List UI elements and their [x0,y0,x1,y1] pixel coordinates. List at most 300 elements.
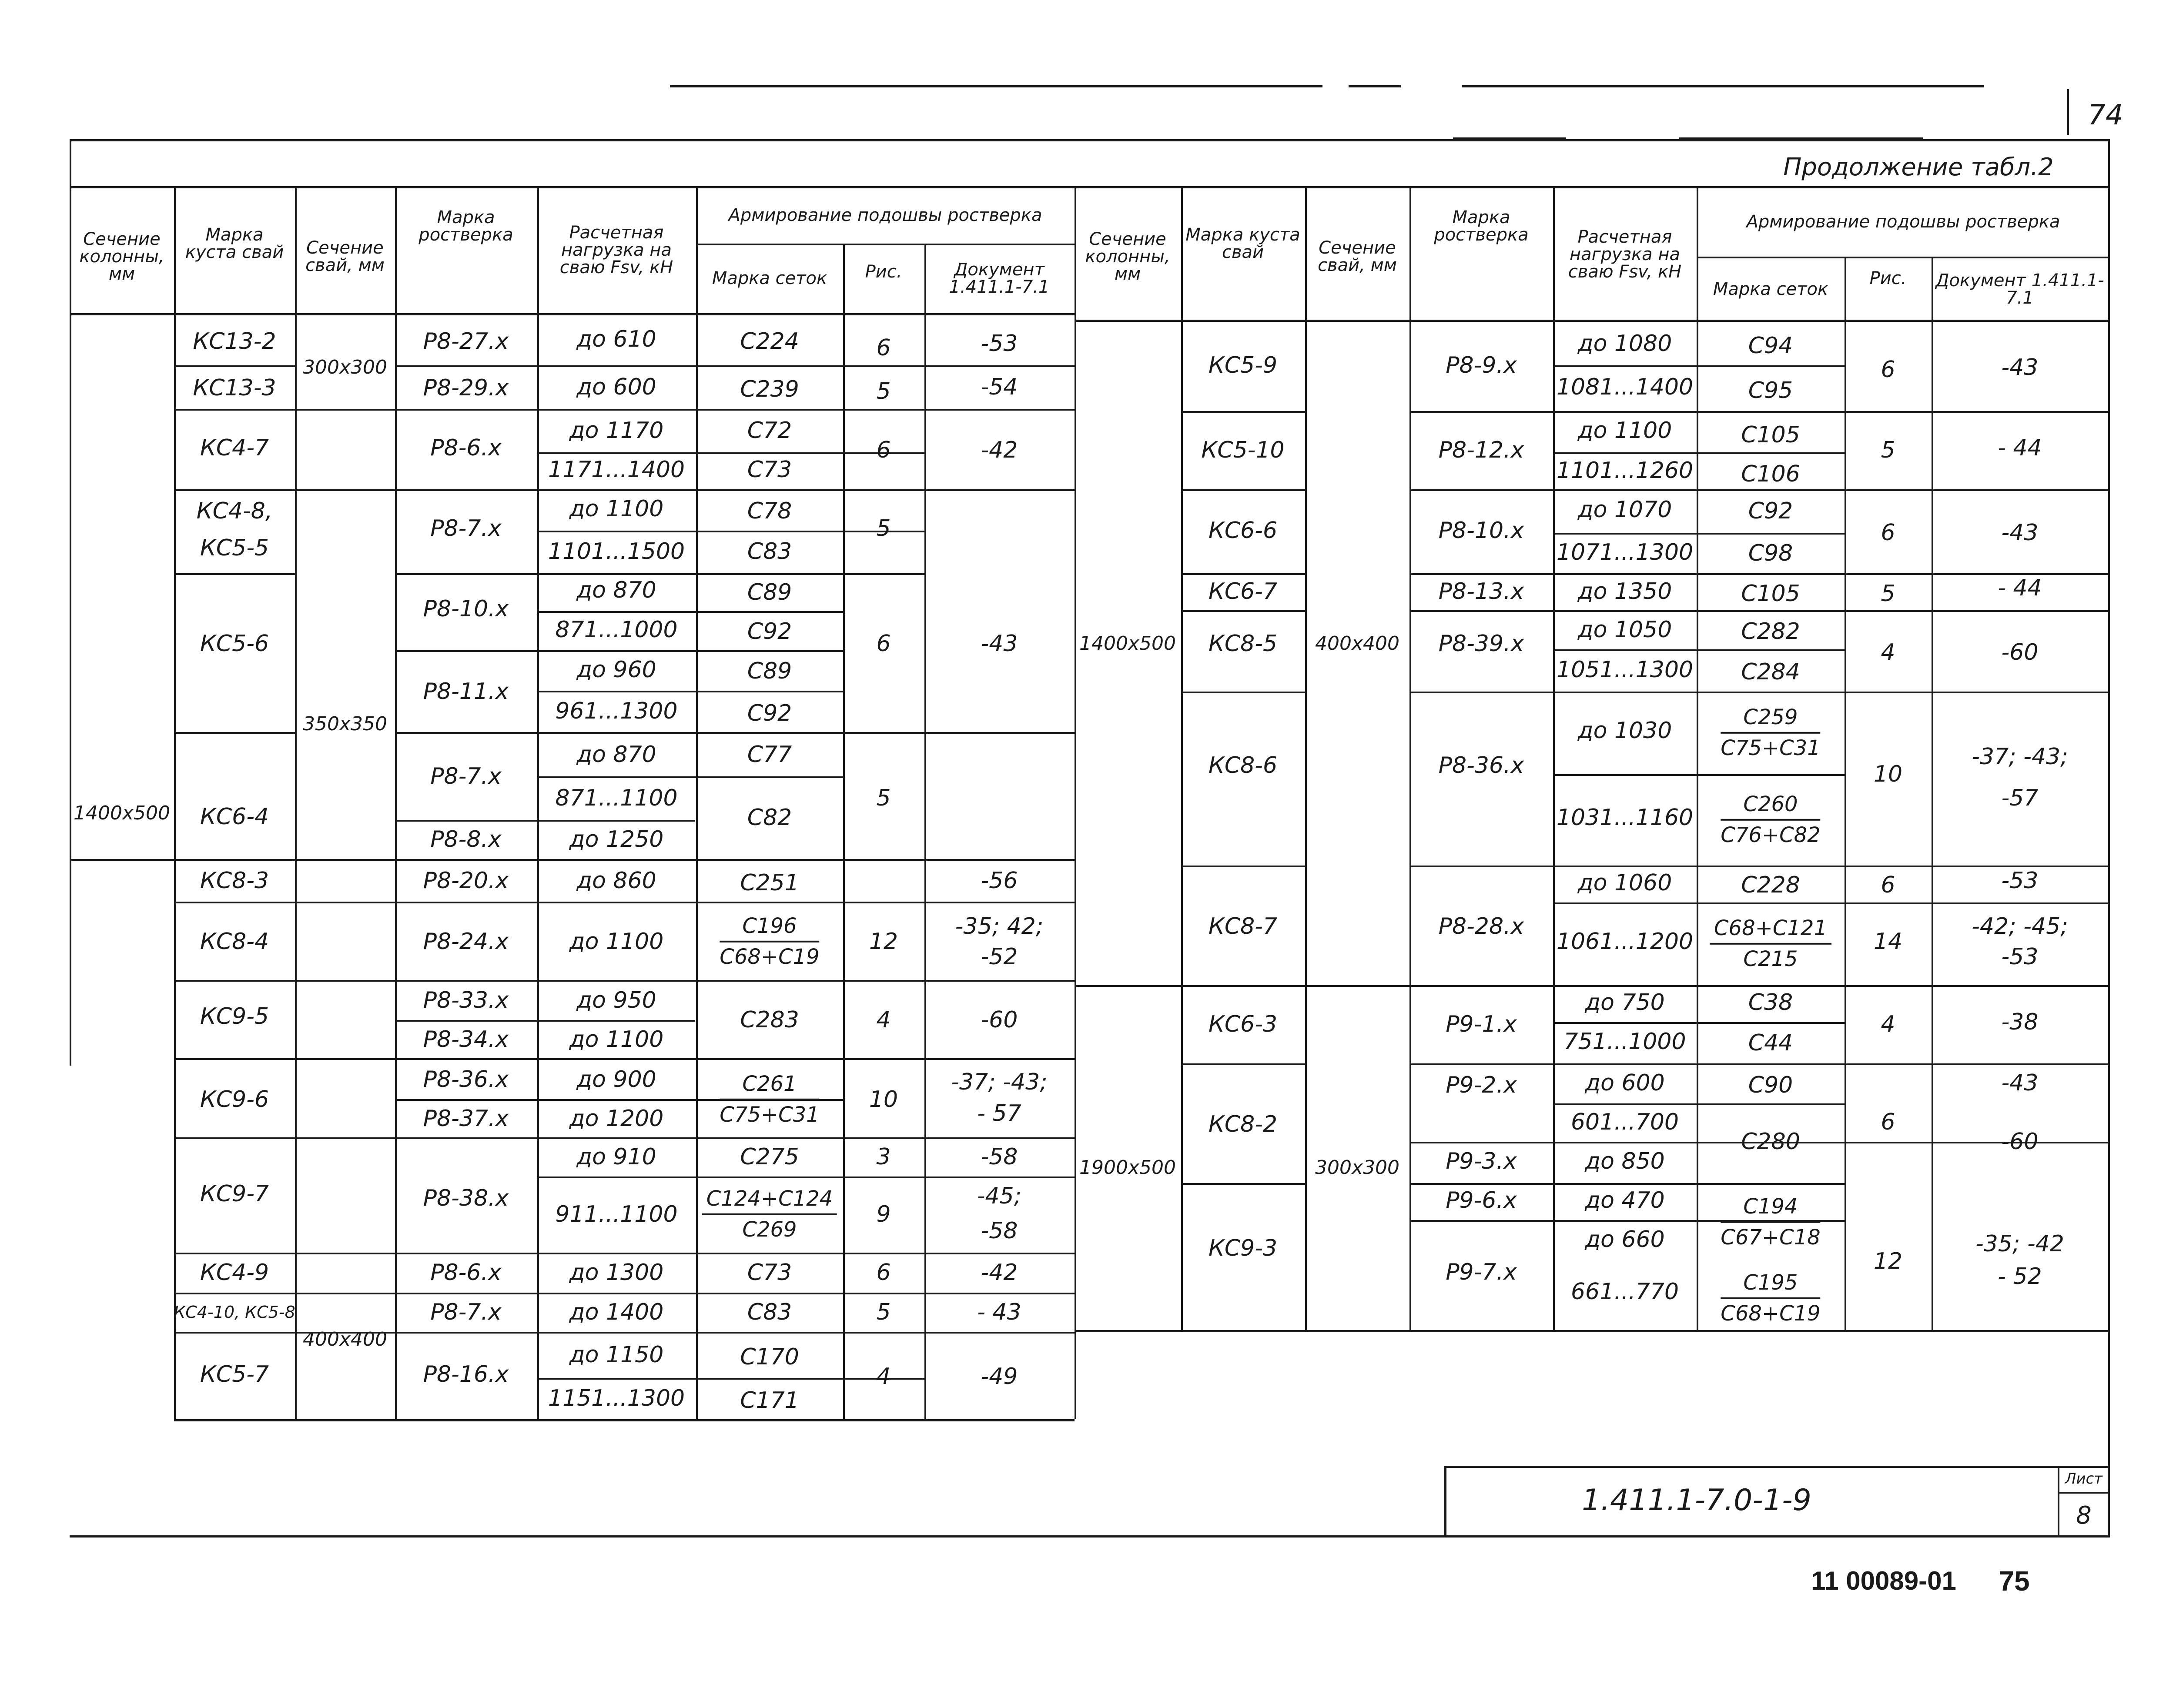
lt-bush: КС4-7 [200,435,269,461]
rt-load: до 850 [1585,1148,1665,1174]
rt-v2 [1305,186,1307,1330]
rt-r15b [1409,1063,2110,1065]
rt-doc: -57 [2001,785,2039,811]
rt-mesh: С44 [1748,1030,1793,1056]
rt-mesh-fraction: С259 С75+С31 [1721,705,1821,760]
lt-mesh: С89 [747,658,792,684]
lt-mesh-fraction: С196 С68+С19 [720,913,820,969]
lt-bush: КС9-6 [200,1086,269,1113]
lt-doc: -52 [981,944,1018,970]
rt-mesh: С284 [1741,659,1800,685]
frame-right [2108,139,2110,1535]
rt-load: до 1080 [1577,331,1672,357]
rt-doc: -38 [2001,1009,2039,1035]
lt-r20 [537,1177,1075,1178]
rt-colsec-sep [1075,985,1181,987]
rt-grillage: Р8-9.x [1446,352,1517,378]
rt-mesh: С94 [1748,333,1793,359]
lt-mesh: С239 [740,376,799,402]
rt-r16 [1553,1103,1845,1105]
rt-r13 [1075,985,2110,987]
lt-mesh-fraction: С261 С75+С31 [720,1071,820,1127]
lt-pile-sep2 [295,1253,395,1254]
rt-bush: КС8-2 [1208,1111,1278,1137]
lt-doc: - 57 [977,1100,1021,1126]
rt-load: 1101...1260 [1556,458,1694,484]
rt-h-head [1075,320,2110,322]
lt-grillage: Р8-27.x [423,328,509,354]
rt-bush: КС5-10 [1201,437,1285,463]
lt-load: до 1400 [569,1299,664,1325]
rt-r18b [1409,1183,1845,1185]
rt-bush: КС6-3 [1208,1011,1278,1037]
rt-r2b [1409,411,2110,413]
lt-fig: 6 [876,631,891,657]
rt-mesh: С105 [1741,422,1800,448]
lt-load: 1101...1500 [548,538,685,565]
rt-r4b [1409,489,2110,491]
rt-doc: -53 [2001,944,2039,970]
rt-r7 [1181,610,1305,612]
rt-mesh: С38 [1748,989,1793,1016]
rt-load: до 1060 [1577,870,1672,896]
lt-grillage: Р8-6.x [430,1260,502,1286]
rt-head-doc: Документ 1.411.1-7.1 [1935,271,2104,308]
lt-load: до 1170 [569,418,664,444]
rt-pile-section: 400x400 [1315,632,1400,655]
rt-r9b [1409,692,2110,693]
rt-fig: 4 [1881,639,1895,665]
lt-grillage: Р8-34.x [423,1026,509,1053]
rt-r4 [1181,489,1305,491]
rt-mesh-fraction: С68+С121 С215 [1710,916,1831,971]
rt-r9 [1181,692,1305,693]
sheet-number: 8 [2076,1501,2092,1530]
lt-bush: КС8-4 [200,929,269,955]
lt-head-reinf: Армирование подошвы ростверка [728,205,1042,225]
lt-grillage: Р8-36.x [423,1066,509,1093]
rt-doc: -43 [2001,1070,2039,1096]
lt-head-col-section: Сечение колонны, мм [79,229,164,284]
rt-grillage: Р8-10.x [1438,518,1524,544]
rt-mesh: С90 [1748,1072,1793,1098]
sheet-label: Лист [2065,1470,2103,1487]
rt-r1 [1553,365,1845,367]
lt-v3 [395,186,397,1419]
rt-doc: -43 [2001,354,2039,381]
lt-bush: КС9-7 [200,1181,269,1207]
rt-bush: КС8-5 [1208,631,1278,657]
lt-mesh: С77 [747,742,792,768]
rt-mesh: С98 [1748,540,1793,566]
lt-load: до 870 [576,577,656,603]
lt-r4 [174,489,1075,491]
lt-load: до 1200 [569,1106,664,1132]
lt-fig: 5 [876,785,891,811]
lt-r16 [395,1020,695,1022]
rt-grillage: Р9-6.x [1446,1187,1517,1213]
lt-doc: -37; -43; [951,1069,1048,1095]
lt-head-pile-section: Сечение свай, мм [305,238,385,275]
top-rule-3 [1462,85,1984,87]
lt-mesh: С89 [747,579,792,605]
lt-mesh: С224 [740,328,799,354]
rt-load: 1051...1300 [1556,657,1694,683]
lt-grillage: Р8-7.x [430,1299,502,1325]
rt-grillage: Р9-3.x [1446,1148,1517,1174]
lt-h-sub [696,244,1075,245]
rt-doc: -60 [2001,1129,2039,1155]
lt-grillage: Р8-11.x [423,679,509,705]
lt-doc: -53 [981,331,1018,357]
lt-doc: -54 [981,374,1018,400]
rt-load: до 1070 [1577,497,1672,523]
lt-bush: КС8-3 [200,868,269,894]
rt-r18 [1181,1183,1305,1185]
lt-r9 [537,691,843,692]
lt-mesh: С78 [747,498,792,524]
rt-fig: 6 [1881,357,1895,383]
lt-r24 [537,1378,924,1380]
lt-doc: -56 [981,868,1018,894]
lt-bush: КС9-5 [200,1003,269,1029]
lt-r13 [70,859,1075,861]
lt-doc: - 43 [977,1299,1021,1325]
lt-head-doc: Документ 1.411.1-7.1 [949,260,1050,297]
rt-doc: -60 [2001,639,2039,665]
rt-mesh-fraction: С194 С67+С18 [1721,1194,1821,1250]
lt-doc: -45; [977,1183,1022,1209]
lt-bottom [174,1419,1075,1421]
lt-r11 [537,776,843,778]
rt-load: до 750 [1585,989,1665,1016]
rt-head-fig: Рис. [1869,268,1907,288]
rt-load: 1061...1200 [1556,929,1694,955]
rt-h-sub [1697,257,2110,258]
lt-v5 [696,186,698,1419]
rt-mesh: С106 [1741,461,1800,487]
lt-load: 961...1300 [555,698,678,724]
lt-grillage: Р8-38.x [423,1185,509,1211]
rt-fig: 4 [1881,1011,1895,1037]
rt-fig: 6 [1881,520,1895,546]
lt-grillage: Р8-6.x [430,435,502,461]
rt-doc: -43 [2001,520,2039,546]
lt-fig: 10 [869,1086,898,1113]
lt-grillage: Р8-37.x [423,1106,509,1132]
rt-bush: КС5-9 [1208,352,1278,378]
lt-head-mesh: Марка сеток [712,268,827,288]
rt-mesh: С280 [1741,1129,1800,1155]
rt-r2 [1181,411,1305,413]
rt-v1 [1181,186,1183,1330]
rt-doc: - 52 [1998,1263,2042,1290]
rt-grillage: Р9-7.x [1446,1259,1517,1285]
rt-load: 601...700 [1570,1109,1679,1135]
lt-fig: 3 [876,1144,891,1170]
rt-fig: 14 [1873,929,1903,955]
lt-r1 [174,365,295,367]
lt-r12 [395,820,695,822]
rt-r12 [1553,902,2110,904]
lt-bush: КС4-10, КС5-8 [174,1303,295,1322]
lt-head-bush: Марка куста свай [185,225,284,262]
top-rule-2 [1349,85,1401,87]
rt-load: до 1350 [1577,578,1672,605]
lt-r19 [174,1137,1075,1139]
rt-grillage: Р9-2.x [1446,1072,1517,1098]
lt-mesh: С170 [740,1344,799,1370]
rt-doc: - 44 [1998,575,2042,601]
lt-grillage: Р8-10.x [423,596,509,622]
lt-head-load: Расчетная нагрузка на сваю Fsv, кН [559,223,673,277]
rt-fig: 12 [1873,1248,1903,1274]
rt-r14 [1553,1022,1845,1024]
lt-r10b [395,732,1075,734]
rt-doc: -53 [2001,868,2039,894]
lt-load: до 1100 [569,929,664,955]
lt-load: 1171...1400 [548,457,685,483]
lt-bush: КС13-3 [193,375,276,401]
lt-v6 [843,244,845,1419]
lt-r8 [395,650,843,652]
lt-grillage: Р8-8.x [430,826,502,852]
rt-v6 [1845,257,1846,1330]
lt-pile-sep1 [295,409,395,411]
rt-bush: КС6-7 [1208,578,1278,605]
rt-head-reinf: Армирование подошвы ростверка [1746,212,2060,232]
lt-v4 [537,186,539,1419]
lt-mesh: С283 [740,1007,799,1033]
lt-fig: 4 [876,1007,891,1033]
lt-load: 1151...1300 [548,1385,685,1411]
lt-load: до 960 [576,657,656,683]
lt-doc: -60 [981,1007,1018,1033]
rt-load: до 1050 [1577,617,1672,643]
lt-head-fig: Рис. [865,262,902,282]
top-rule-1 [670,85,1322,87]
lt-r3 [537,452,924,454]
lt-bush: КС6-4 [200,804,269,830]
lt-v2 [295,186,297,1419]
lt-mesh: С83 [747,1299,792,1325]
lt-load: до 1150 [569,1342,664,1368]
rt-pile-section: 300x300 [1315,1156,1400,1179]
rt-r5 [1553,533,1845,535]
rt-bottom [1075,1330,2110,1332]
lt-load: до 610 [576,326,656,352]
lt-bush: КС4-9 [200,1260,269,1286]
lt-r22 [174,1293,1075,1294]
rt-load: до 1030 [1577,718,1672,744]
rt-r15 [1181,1063,1305,1065]
lt-load: до 910 [576,1144,656,1170]
rt-bush: КС8-6 [1208,752,1278,779]
rt-head-bush: Марка куста свай [1185,225,1300,262]
rt-bush: КС6-6 [1208,518,1278,544]
rt-mesh: С282 [1741,618,1800,645]
rt-v3 [1409,186,1411,1330]
corner-mark [2067,89,2069,135]
lt-r15 [174,980,1075,982]
rt-bush: КС9-3 [1208,1235,1278,1261]
lt-load: 871...1000 [555,617,678,643]
rt-doc: -42; -45; [1972,913,2068,939]
rt-grillage: Р8-13.x [1438,578,1524,605]
rt-bush: КС8-7 [1208,913,1278,939]
page-number: 75 [1999,1565,2030,1597]
title-underline [70,186,2110,188]
lt-mesh: С275 [740,1144,799,1170]
lt-load: до 1100 [569,1026,664,1053]
rt-head-load: Расчетная нагрузка на сваю Fsv, кН [1568,227,1682,282]
rt-grillage: Р8-36.x [1438,752,1524,779]
lt-load: 911...1100 [555,1201,678,1227]
lt-r1b [395,365,1075,367]
rt-mesh: С95 [1748,378,1793,404]
lt-mesh: С82 [747,805,792,831]
lt-fig: 6 [876,437,891,463]
rt-load: до 1100 [1577,418,1672,444]
rt-load: до 470 [1585,1187,1665,1213]
rt-fig: 6 [1881,1109,1895,1135]
lt-doc: -43 [981,631,1018,657]
lt-bush: КС5-6 [200,631,269,657]
title-block-sheet-sep [2058,1492,2110,1494]
lt-grillage: Р8-7.x [430,515,502,541]
lt-doc: -42 [981,1260,1018,1286]
rt-r8 [1553,649,1845,651]
lt-mesh: С251 [740,870,799,896]
lt-fig: 5 [876,1299,891,1325]
sheet-corner-number: 74 [2088,99,2123,131]
lt-fig: 5 [876,378,891,404]
lt-r6b [395,573,924,575]
rt-load: 1031...1160 [1556,805,1694,831]
rt-mesh: С228 [1741,872,1800,898]
rt-r7b [1409,610,2110,612]
lt-load: до 860 [576,868,656,894]
lt-mesh: С171 [740,1387,799,1414]
lt-bush: КС4-8, [196,498,273,524]
rt-load: до 600 [1585,1070,1665,1096]
lt-r14 [174,902,1075,903]
lt-load: до 1100 [569,496,664,522]
rt-v4 [1553,186,1555,1330]
lt-doc: -35; 42; [955,913,1044,939]
lt-load: до 900 [576,1066,656,1093]
lt-v7 [924,244,926,1419]
lt-bush: КС5-5 [200,535,269,561]
lt-v1 [174,186,176,1419]
rt-load: 751...1000 [1563,1029,1686,1055]
rt-mesh-fraction: С260 С76+С82 [1721,792,1821,847]
document-code: 1.411.1-7.0-1-9 [1582,1483,1811,1517]
lt-grillage: Р8-20.x [423,868,509,894]
lt-doc: -58 [981,1218,1018,1244]
lt-h-head [70,313,1075,315]
lt-doc: -58 [981,1144,1018,1170]
rt-grillage: Р8-39.x [1438,631,1524,657]
lt-fig: 6 [876,335,891,361]
rt-load: до 660 [1585,1227,1665,1253]
lt-load: 871...1100 [555,785,678,811]
rt-head-col-section: Сечение колонны, мм [1085,229,1170,284]
lt-head-grillage: Марка ростверка [418,207,513,245]
rt-grillage: Р9-1.x [1446,1011,1517,1037]
lt-load: до 600 [576,374,656,400]
lt-r5 [537,531,924,532]
lt-mesh: С72 [747,418,792,444]
rt-fig: 5 [1881,437,1895,463]
lt-fig: 9 [876,1201,891,1227]
lt-pile-300: 300x300 [302,356,388,378]
rt-grillage: Р8-12.x [1438,437,1524,463]
archive-number: 11 00089-01 [1811,1566,1956,1595]
lt-load: до 1300 [569,1260,664,1286]
rt-head-pile-section: Сечение свай, мм [1318,238,1397,275]
lt-mesh: С83 [747,538,792,565]
frame-top [70,139,2110,141]
lt-mesh: С73 [747,457,792,483]
lt-grillage: Р8-16.x [423,1361,509,1387]
frame-left [70,139,71,1066]
rt-head-mesh: Марка сеток [1713,279,1828,299]
lt-r17 [174,1058,1075,1060]
rt-mesh: С105 [1741,581,1800,607]
rt-doc: -35; -42 [1975,1231,2064,1257]
lt-load: до 1250 [569,826,664,852]
lt-doc: -42 [981,437,1018,463]
rt-r6 [1181,573,1305,575]
rt-doc: - 44 [1998,435,2042,461]
rt-grillage: Р8-28.x [1438,913,1524,939]
lt-doc: -49 [981,1364,1018,1390]
rt-fig: 5 [1881,581,1895,607]
lt-mesh-fraction: С124+С124 С269 [702,1187,837,1242]
rt-mesh: С92 [1748,498,1793,524]
rt-r11b [1409,866,2110,867]
lt-grillage: Р8-29.x [423,375,509,401]
title-block-divider [2058,1466,2059,1538]
rt-doc: -37; -43; [1972,744,2068,770]
lt-fig: 5 [876,515,891,541]
rt-fig: 10 [1873,761,1903,787]
lt-r7 [537,611,843,613]
rt-mesh-fraction: С195 С68+С19 [1721,1270,1821,1326]
lt-pile-400: 400x400 [302,1328,388,1350]
lt-pile-350: 350x350 [302,713,388,735]
lt-r10 [174,732,295,734]
rt-head-grillage: Марка ростверка [1434,207,1529,245]
rt-v5 [1697,186,1698,1330]
lt-load: до 950 [576,987,656,1013]
rt-r10 [1553,774,1845,776]
lt-bush: КС5-7 [200,1361,269,1387]
lt-r6 [174,573,295,575]
rt-fig: 6 [1881,872,1895,898]
continuation-title: Продолжение табл.2 [1783,153,2054,181]
lt-fig: 6 [876,1260,891,1286]
lt-grillage: Р8-24.x [423,929,509,955]
lt-mesh: С92 [747,700,792,726]
lt-grillage: Р8-7.x [430,763,502,789]
rt-r3 [1553,452,1845,454]
rt-v0 [1075,186,1076,1330]
rt-v7 [1932,257,1933,1330]
rt-column-section: 1400x500 [1079,632,1176,655]
rt-r11 [1181,866,1305,867]
